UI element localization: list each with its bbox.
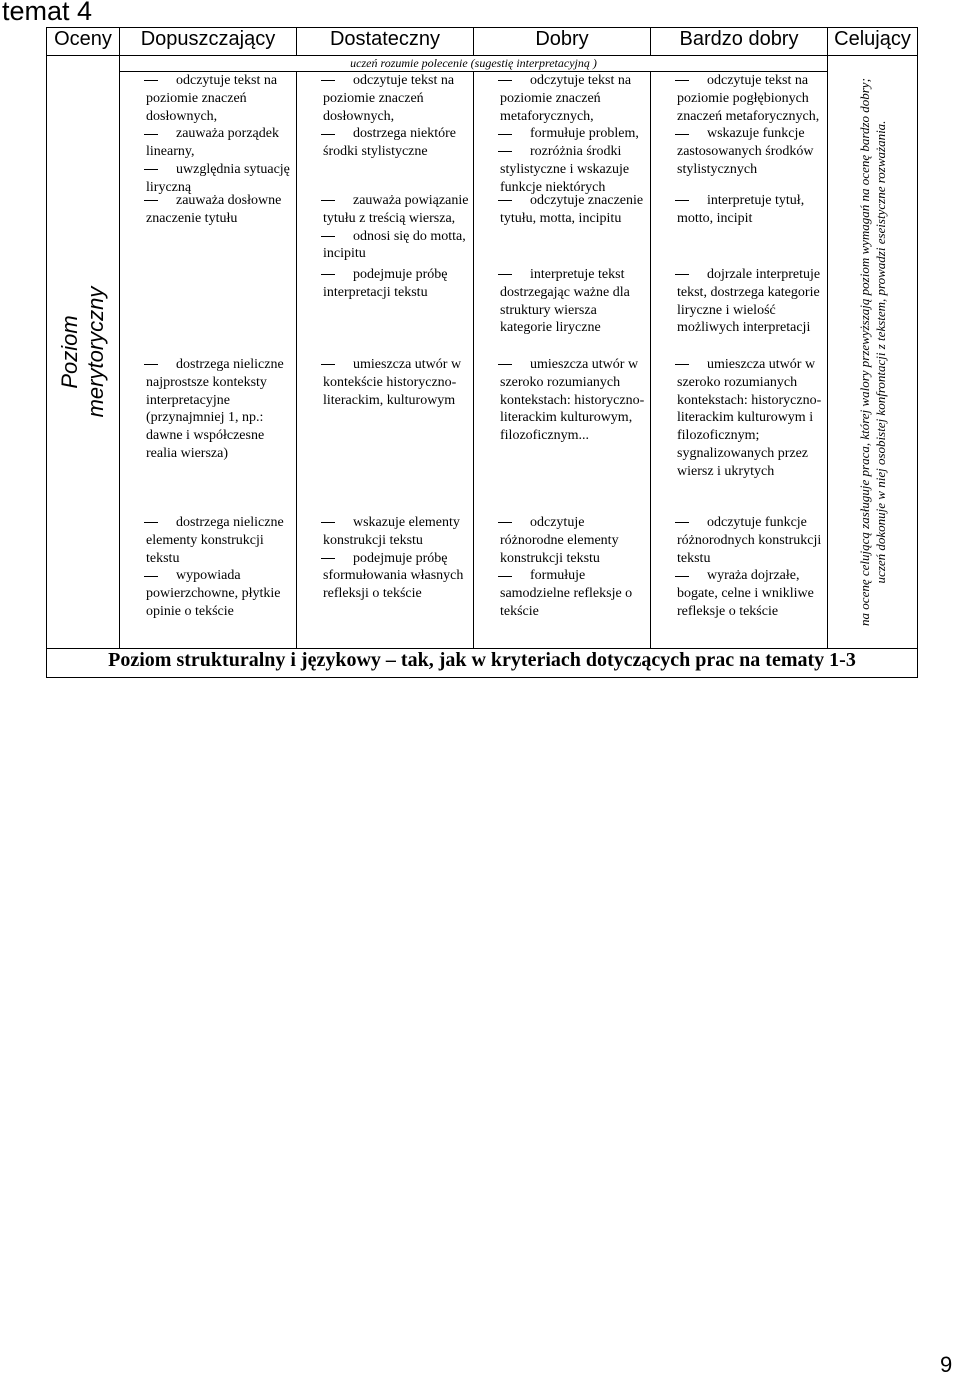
criterion-item <box>655 567 825 620</box>
criterion-text: odczytuje funkcje różnorodnych konstrukcji tekstu <box>677 515 822 566</box>
criterion-item <box>301 514 471 550</box>
dash-bullet <box>144 576 158 577</box>
criterion-text: wyraża dojrzałe, bogate, celne i wnikliwe refleksje o tekście <box>677 568 814 619</box>
criterion-text: dostrzega nieliczne najprostsze konteksty interpretacyjne (przynajmniej 1, np.: dawne i współczesne realia wiersza) <box>146 357 284 461</box>
dash-bullet <box>321 522 335 523</box>
dash-bullet <box>144 364 158 365</box>
criterion-block <box>651 266 827 337</box>
criterion-text: podejmuje próbę interpretacji tekstu <box>323 267 448 300</box>
criterion-text: formułuje problem, <box>530 126 639 142</box>
criterion-block <box>297 72 473 161</box>
header-dobry: Dobry <box>474 28 651 56</box>
criterion-text: odczytuje tekst na poziomie znaczeń dosłownych, <box>146 73 278 124</box>
column-dostateczny <box>297 72 474 649</box>
criterion-block <box>297 266 473 302</box>
criterion-text: dojrzale interpretuje tekst, dostrzega kategorie liryczne i wielość możliwych interpretacji <box>677 267 821 336</box>
criterion-item <box>655 72 825 125</box>
criterion-text: umieszcza utwór w szeroko rozumianych kontekstach: historyczno-literackim kulturowym, filozoficznym... <box>500 357 645 444</box>
dash-bullet <box>321 364 335 365</box>
note-row <box>47 56 918 72</box>
criterion-item <box>301 72 471 125</box>
criterion-text: odczytuje różnorodne elementy konstrukcji tekstu <box>500 515 619 566</box>
dash-bullet <box>498 522 512 523</box>
dash-bullet <box>321 236 335 237</box>
criterion-text: dostrzega nieliczne elementy konstrukcji tekstu <box>146 515 284 566</box>
criterion-block <box>297 356 473 409</box>
criterion-item <box>478 514 648 567</box>
criterion-item <box>478 143 648 196</box>
criterion-text: rozróżnia środki stylistyczne i wskazuje funkcje niektórych <box>500 144 630 195</box>
celujacy-text-2: uczeń dokonuje w niej osobistej konfrontacji z tekstem, prowadzi eseistyczne rozważania. <box>872 120 888 584</box>
criterion-item <box>478 567 648 620</box>
criterion-item <box>655 356 825 481</box>
criterion-item <box>124 192 294 228</box>
header-dopuszczajacy: Dopuszczający <box>120 28 297 56</box>
celujacy-cell <box>828 56 918 649</box>
criterion-block <box>474 266 650 337</box>
dash-bullet <box>675 522 689 523</box>
criterion-item <box>655 192 825 228</box>
criterion-text: wskazuje funkcje zastosowanych środków stylistycznych <box>677 126 814 177</box>
dash-bullet <box>144 200 158 201</box>
criterion-item <box>301 356 471 409</box>
criterion-item <box>478 266 648 337</box>
criterion-text: zauważa porządek linearny, <box>146 126 279 160</box>
criterion-item <box>478 72 648 125</box>
criterion-block <box>474 192 650 228</box>
criterion-text: umieszcza utwór w szeroko rozumianych kontekstach: historyczno-literackim kulturowym i filozoficznym; sygnalizowanych przez wiersz i ukrytych <box>677 357 822 479</box>
criterion-item <box>124 125 294 161</box>
criterion-text: zauważa dosłowne znaczenie tytułu <box>146 193 282 226</box>
dash-bullet <box>144 169 158 170</box>
criterion-block <box>474 514 650 621</box>
criterion-block <box>651 192 827 228</box>
criterion-item <box>124 567 294 620</box>
criterion-text: umieszcza utwór w kontekście historyczno-literackim, kulturowym <box>323 357 462 408</box>
level-label <box>57 287 109 418</box>
criterion-block <box>297 192 473 263</box>
criterion-text: dostrzega niektóre środki stylistyczne <box>323 126 457 160</box>
criterion-text: interpretuje tytuł, motto, incipit <box>677 193 805 226</box>
grading-table <box>46 27 918 678</box>
criterion-text: interpretuje tekst dostrzegając ważne dla struktury wiersza kategorie liryczne <box>500 267 630 336</box>
criterion-item <box>301 550 471 603</box>
criterion-item <box>124 514 294 567</box>
criterion-block <box>474 72 650 197</box>
dash-bullet <box>321 200 335 201</box>
dash-bullet <box>675 200 689 201</box>
criterion-block <box>651 514 827 621</box>
dash-bullet <box>321 80 335 81</box>
instruction-note: uczeń rozumie polecenie (sugestię interpretacyjną ) <box>120 56 828 72</box>
celujacy-text-1: na ocenę celującą zasługuje praca, której walory przewyższają poziom wymagań na ocenę bardzo dobry; <box>856 78 872 626</box>
dash-bullet <box>675 274 689 275</box>
dash-bullet <box>498 364 512 365</box>
criterion-block <box>120 72 296 197</box>
criterion-text: odczytuje tekst na poziomie znaczeń dosłownych, <box>323 73 455 124</box>
column-bardzo-dobry <box>651 72 828 649</box>
column-dopuszczajacy <box>120 72 297 649</box>
dash-bullet <box>321 134 335 135</box>
criterion-text: wypowiada powierzchowne, płytkie opinie o tekście <box>146 568 281 619</box>
criterion-block <box>651 356 827 481</box>
criterion-block <box>297 514 473 603</box>
dash-bullet <box>144 134 158 135</box>
dash-bullet <box>321 558 335 559</box>
dash-bullet <box>675 364 689 365</box>
criterion-item <box>124 356 294 463</box>
criterion-item <box>655 125 825 178</box>
criterion-item <box>301 228 471 264</box>
criterion-block <box>651 72 827 179</box>
header-bardzo-dobry: Bardzo dobry <box>651 28 828 56</box>
header-oceny: Oceny <box>47 28 120 56</box>
level-label-line1: Poziom <box>57 315 82 389</box>
dash-bullet <box>675 80 689 81</box>
dash-bullet <box>144 522 158 523</box>
header-row <box>47 28 918 56</box>
criterion-text: podejmuje próbę sformułowania własnych refleksji o tekście <box>323 550 464 602</box>
criterion-item <box>124 72 294 125</box>
criterion-text: odczytuje tekst na poziomie znaczeń metaforycznych, <box>500 73 632 124</box>
content-row <box>47 72 918 649</box>
celujacy-description <box>857 72 889 632</box>
criterion-block <box>474 356 650 445</box>
page-number: 9 <box>940 1352 953 1377</box>
criterion-block <box>120 192 296 228</box>
criterion-text: zauważa powiązanie tytułu z treścią wiersza, <box>323 193 469 226</box>
dash-bullet <box>675 576 689 577</box>
dash-bullet <box>321 274 335 275</box>
criterion-item <box>478 356 648 445</box>
criterion-item <box>655 266 825 337</box>
dash-bullet <box>498 274 512 275</box>
criterion-block <box>120 514 296 621</box>
dash-bullet <box>498 200 512 201</box>
criterion-text: uwzględnia sytuację liryczną <box>146 161 290 195</box>
criterion-text: formułuje samodzielne refleksje o tekście <box>500 568 633 619</box>
criterion-item <box>301 192 471 228</box>
criterion-item <box>301 125 471 161</box>
criterion-block <box>120 356 296 463</box>
criterion-item <box>655 514 825 567</box>
header-dostateczny: Dostateczny <box>297 28 474 56</box>
header-celujacy: Celujący <box>828 28 918 56</box>
criterion-text: wskazuje elementy konstrukcji tekstu <box>323 515 460 548</box>
footer-text: Poziom strukturalny i językowy – tak, jak w kryteriach dotyczących prac na tematy 1-3 <box>47 649 918 678</box>
dash-bullet <box>675 134 689 135</box>
criterion-text: odczytuje znaczenie tytułu, motta, incipitu <box>500 193 644 226</box>
level-label-line2: merytoryczny <box>83 286 108 418</box>
dash-bullet <box>498 134 512 135</box>
document-title: temat 4 <box>2 0 93 26</box>
footer-row <box>47 649 918 678</box>
dash-bullet <box>498 151 512 152</box>
dash-bullet <box>144 80 158 81</box>
criterion-item <box>478 125 648 143</box>
criterion-text: odczytuje tekst na poziomie pogłębionych znaczeń metaforycznych, <box>677 73 820 124</box>
dash-bullet <box>498 80 512 81</box>
level-label-cell <box>47 56 120 649</box>
criterion-text: odnosi się do motta, incipitu <box>323 228 466 262</box>
dash-bullet <box>498 576 512 577</box>
criterion-item <box>301 266 471 302</box>
column-dobry <box>474 72 651 649</box>
criterion-item <box>478 192 648 228</box>
